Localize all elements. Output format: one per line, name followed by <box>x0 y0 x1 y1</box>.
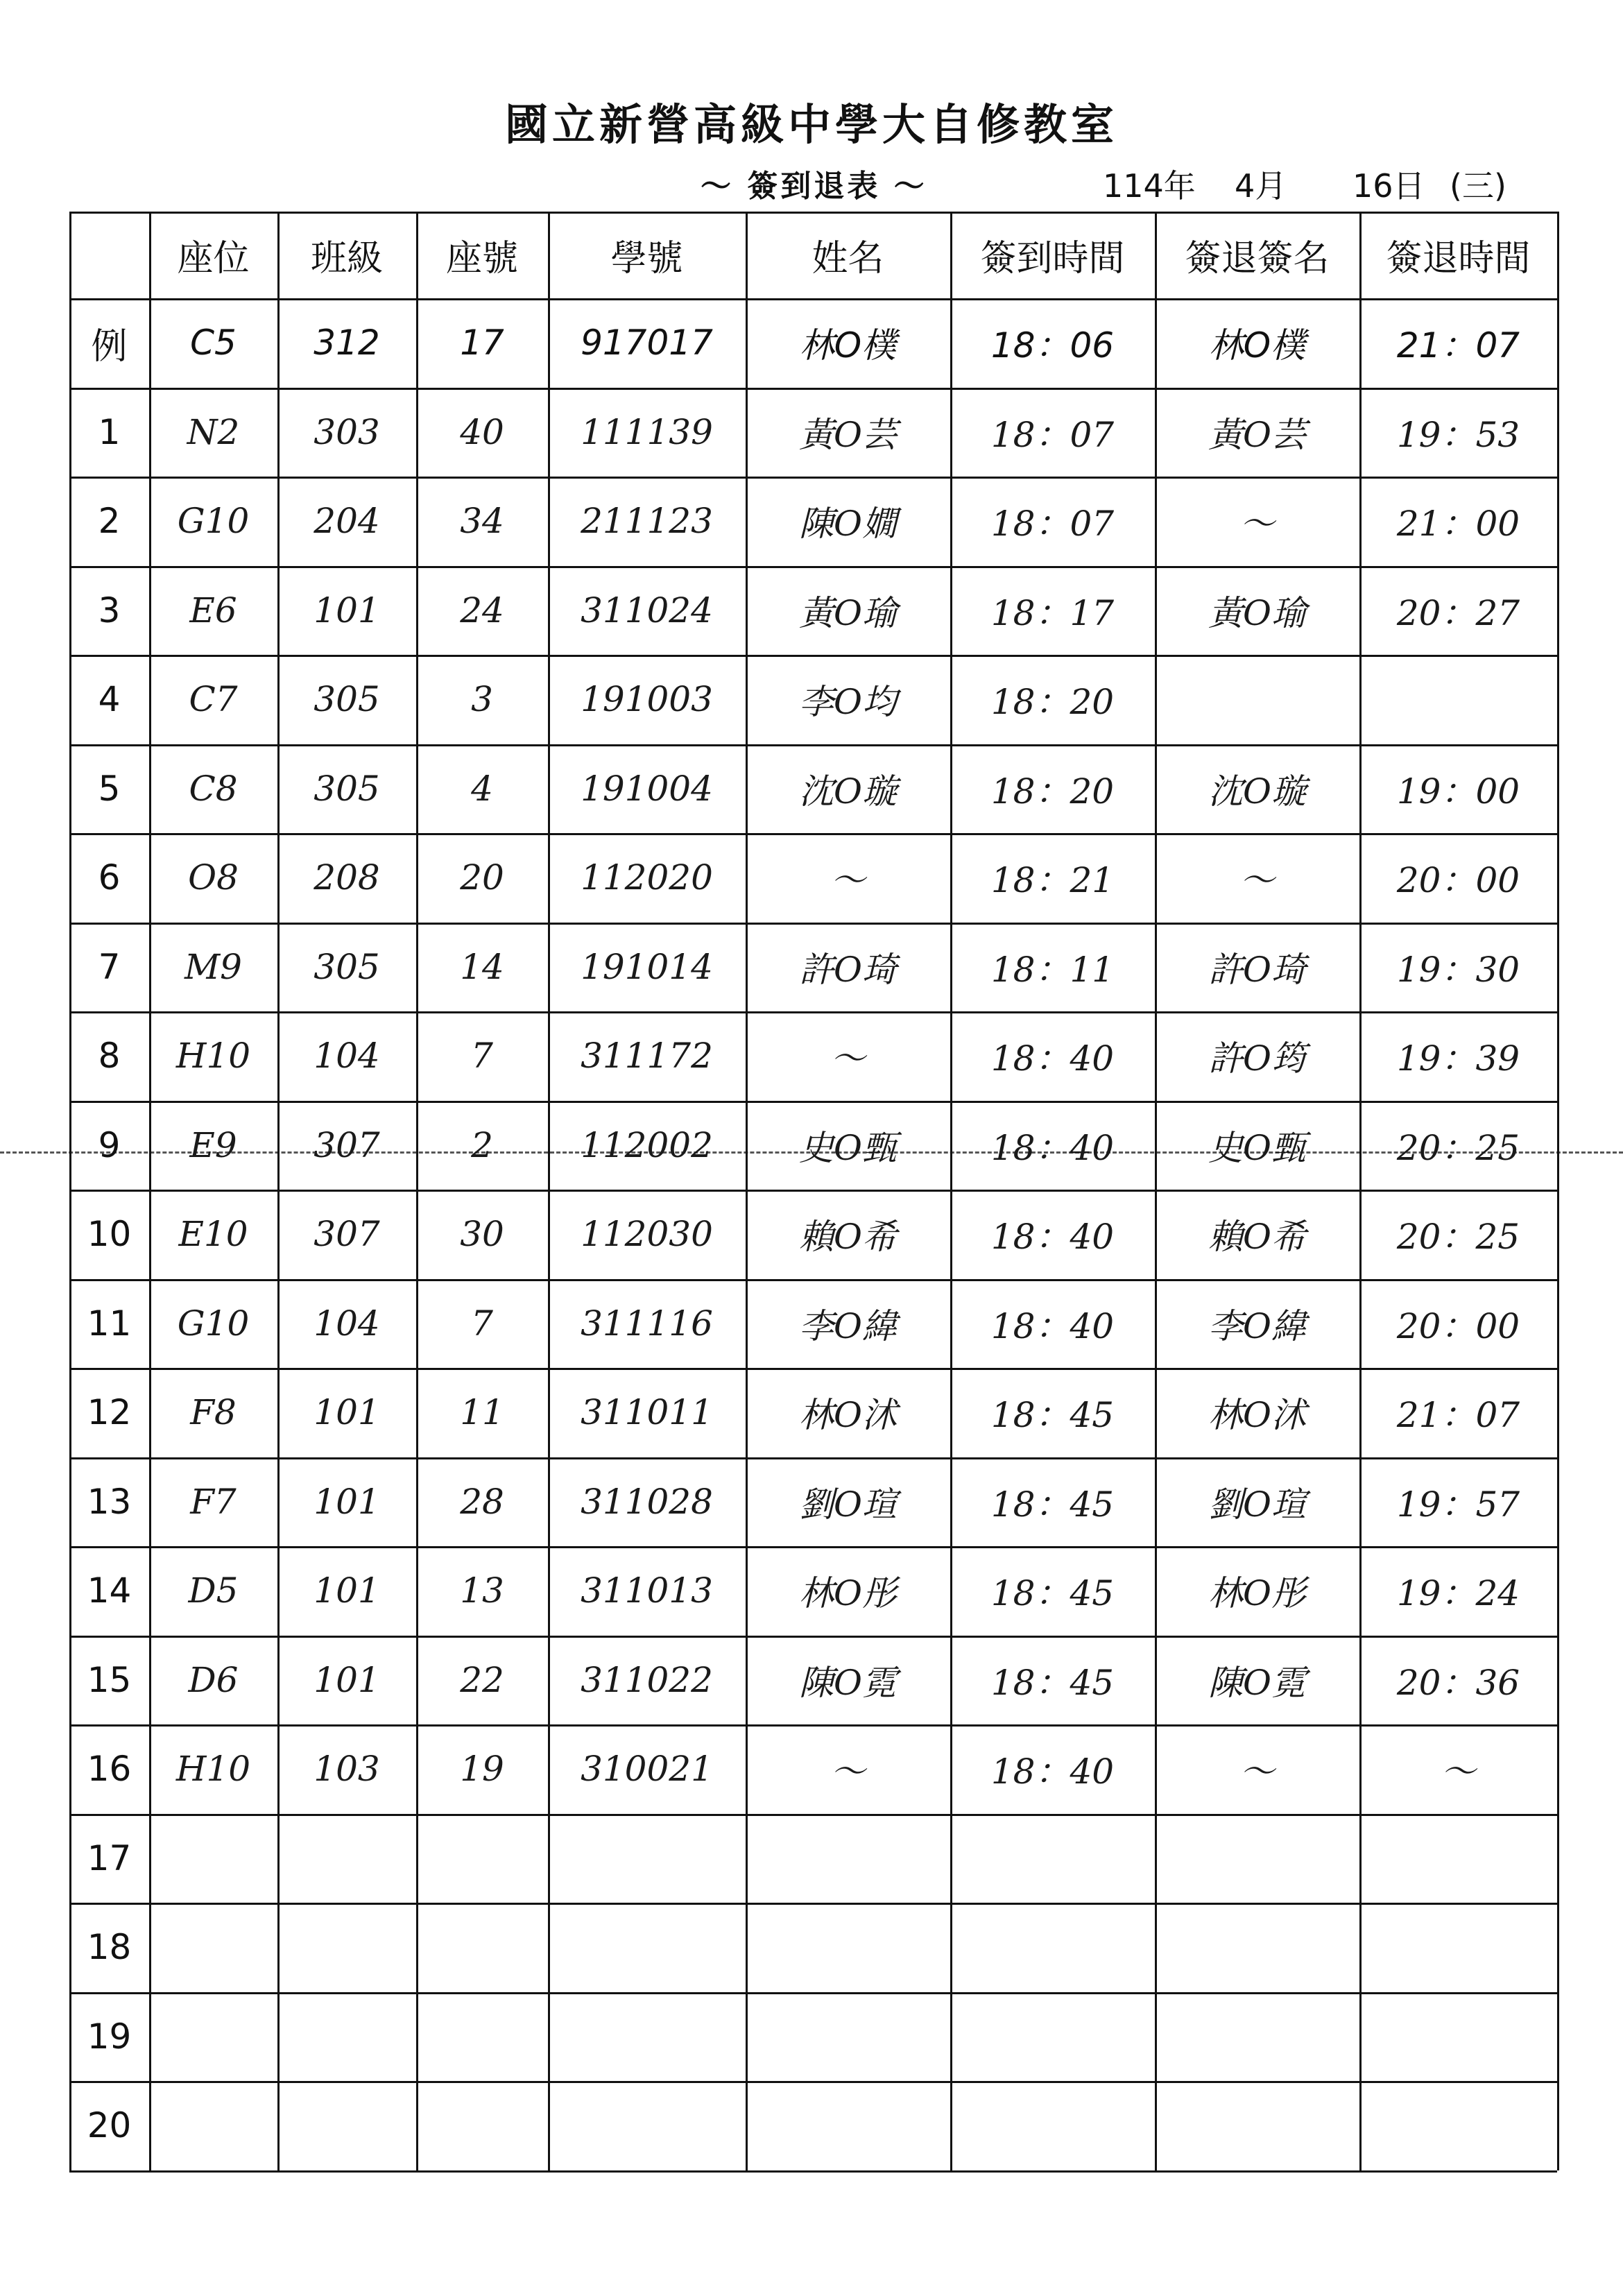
row-2-sign-out-signature: ～ <box>1239 504 1275 545</box>
row-1-name: 黃O芸 <box>799 414 897 455</box>
row-5-name: 沈O璇 <box>799 771 897 812</box>
row-11-name: 李O緯 <box>799 1305 897 1346</box>
row-20-seat-number <box>416 2081 548 2170</box>
row-3-seat-number: 24 <box>460 590 504 631</box>
table-row-line <box>69 2170 1557 2173</box>
row-7-sign-out-signature: 許O琦 <box>1208 949 1306 990</box>
row-18-name <box>746 1903 950 1992</box>
row-6-sign-in-time: 18：21 <box>990 860 1115 901</box>
row-5-sign-out-signature: 沈O璇 <box>1208 771 1306 812</box>
row-7-sign-in-time: 18：11 <box>990 949 1115 990</box>
row-20-seat <box>149 2081 277 2170</box>
row-10-name: 賴O希 <box>799 1217 897 1258</box>
table-column-line <box>1557 212 1559 2170</box>
row-16-sign-in-time: 18：40 <box>990 1751 1115 1792</box>
row-16-seat-number: 19 <box>460 1749 504 1790</box>
row-1-class: 303 <box>314 411 380 452</box>
row-19-seat-number <box>416 1992 548 2082</box>
row-6-name: ～ <box>830 860 866 901</box>
column-header-seat: 座位 <box>177 238 250 280</box>
row-8-sign-out-time: 19：39 <box>1396 1038 1520 1079</box>
row-6-no: 6 <box>98 857 121 898</box>
row-11-student-id: 311116 <box>581 1303 713 1344</box>
row-19-student-id <box>548 1992 746 2082</box>
row-13-class: 101 <box>314 1481 380 1522</box>
row-18-sign-out-signature <box>1155 1903 1359 1992</box>
column-header-name: 姓名 <box>812 238 884 280</box>
row-18-seat-number <box>416 1903 548 1992</box>
row-5-sign-in-time: 18：20 <box>990 771 1115 812</box>
row-4-sign-out-signature <box>1155 655 1359 744</box>
row-14-seat: D5 <box>188 1570 239 1611</box>
row-5-seat: C8 <box>189 768 238 809</box>
row-14-sign-out-signature: 林O彤 <box>1208 1573 1306 1614</box>
example-cell-seat: C5 <box>190 323 237 363</box>
row-18-seat <box>149 1903 277 1992</box>
row-12-no: 12 <box>87 1392 132 1433</box>
row-16-name: ～ <box>830 1751 866 1792</box>
date-day: 16日 <box>1352 167 1425 205</box>
row-18-sign-out-time <box>1359 1903 1557 1992</box>
row-5-student-id: 191004 <box>581 768 713 809</box>
row-16-class: 103 <box>314 1749 380 1790</box>
row-17-no: 17 <box>87 1837 132 1878</box>
row-1-sign-out-signature: 黃O芸 <box>1208 414 1306 455</box>
row-19-sign-in-time <box>950 1992 1155 2082</box>
row-9-class: 307 <box>314 1124 380 1165</box>
row-4-student-id: 191003 <box>581 679 713 720</box>
row-9-student-id: 112002 <box>581 1124 713 1165</box>
row-15-sign-in-time: 18：45 <box>990 1662 1115 1703</box>
row-17-sign-out-signature <box>1155 1814 1359 1903</box>
row-4-seat: C7 <box>189 679 238 720</box>
row-20-sign-in-time <box>950 2081 1155 2170</box>
row-2-seat: G10 <box>177 501 250 542</box>
row-14-seat-number: 13 <box>460 1570 504 1611</box>
row-10-student-id: 112030 <box>581 1214 713 1255</box>
row-20-name <box>746 2081 950 2170</box>
row-14-student-id: 311013 <box>581 1570 713 1611</box>
row-8-student-id: 311172 <box>581 1036 713 1077</box>
row-15-class: 101 <box>314 1659 380 1700</box>
row-9-sign-out-time: 20：25 <box>1396 1127 1520 1168</box>
row-13-student-id: 311028 <box>581 1481 713 1522</box>
row-1-student-id: 111139 <box>581 411 713 452</box>
column-header-sign-out-signature: 簽退簽名 <box>1185 238 1330 280</box>
row-17-student-id <box>548 1814 746 1903</box>
row-5-seat-number: 4 <box>471 768 493 809</box>
row-7-name: 許O琦 <box>799 949 897 990</box>
row-17-name <box>746 1814 950 1903</box>
row-6-seat: O8 <box>188 857 239 898</box>
row-15-sign-out-time: 20：36 <box>1396 1662 1520 1703</box>
row-10-no: 10 <box>87 1214 132 1255</box>
row-5-sign-out-time: 19：00 <box>1396 771 1520 812</box>
row-12-seat: F8 <box>190 1392 237 1433</box>
row-3-sign-in-time: 18：17 <box>990 592 1115 633</box>
row-1-seat-number: 40 <box>460 411 504 452</box>
row-11-seat: G10 <box>177 1303 250 1344</box>
example-cell-seat-number: 17 <box>460 323 504 363</box>
row-16-student-id: 310021 <box>581 1749 713 1790</box>
row-8-no: 8 <box>98 1036 121 1077</box>
row-12-seat-number: 11 <box>460 1392 504 1433</box>
row-19-seat <box>149 1992 277 2082</box>
row-10-sign-in-time: 18：40 <box>990 1217 1115 1258</box>
column-header-no <box>69 212 149 298</box>
row-12-class: 101 <box>314 1392 380 1433</box>
row-13-seat-number: 28 <box>460 1481 504 1522</box>
example-cell-sign-out-time: 21：07 <box>1396 325 1520 366</box>
row-8-seat-number: 7 <box>471 1036 493 1077</box>
row-7-seat: M9 <box>184 946 242 987</box>
example-cell-class: 312 <box>314 323 380 363</box>
row-1-no: 1 <box>98 411 121 452</box>
row-7-student-id: 191014 <box>581 946 713 987</box>
row-10-class: 307 <box>314 1214 380 1255</box>
row-7-sign-out-time: 19：30 <box>1396 949 1520 990</box>
row-4-name: 李O均 <box>799 682 897 723</box>
row-3-no: 3 <box>98 590 121 631</box>
row-3-seat: E6 <box>189 590 237 631</box>
date-year: 114年 <box>1103 167 1196 205</box>
row-19-name <box>746 1992 950 2082</box>
row-20-sign-out-signature <box>1155 2081 1359 2170</box>
row-12-sign-out-time: 21：07 <box>1396 1395 1520 1436</box>
page-title: 國立新營高級中學大自修教室 <box>504 99 1118 150</box>
row-17-sign-in-time <box>950 1814 1155 1903</box>
example-cell-name: 林O樸 <box>799 325 897 366</box>
row-11-seat-number: 7 <box>471 1303 493 1344</box>
row-13-sign-in-time: 18：45 <box>990 1484 1115 1525</box>
row-14-sign-in-time: 18：45 <box>990 1573 1115 1614</box>
row-4-sign-in-time: 18：20 <box>990 682 1115 723</box>
row-9-sign-in-time: 18：40 <box>990 1127 1115 1168</box>
row-4-seat-number: 3 <box>471 679 493 720</box>
row-6-sign-out-time: 20：00 <box>1396 860 1520 901</box>
row-16-sign-out-signature: ～ <box>1239 1751 1275 1792</box>
row-9-seat-number: 2 <box>471 1124 493 1165</box>
row-9-no: 9 <box>98 1124 121 1165</box>
row-19-sign-out-time <box>1359 1992 1557 2082</box>
row-6-student-id: 112020 <box>581 857 713 898</box>
row-3-name: 黃O瑜 <box>799 592 897 633</box>
row-19-no: 19 <box>87 2016 132 2057</box>
row-17-sign-out-time <box>1359 1814 1557 1903</box>
row-2-no: 2 <box>98 501 121 542</box>
row-5-no: 5 <box>98 768 121 809</box>
row-8-sign-in-time: 18：40 <box>990 1038 1115 1079</box>
row-9-name: 史O甄 <box>799 1127 897 1168</box>
row-17-class <box>277 1814 416 1903</box>
row-13-sign-out-signature: 劉O瑄 <box>1208 1484 1306 1525</box>
row-6-class: 208 <box>314 857 380 898</box>
row-12-sign-out-signature: 林O沭 <box>1208 1395 1306 1436</box>
row-17-seat-number <box>416 1814 548 1903</box>
row-8-name: ～ <box>830 1038 866 1079</box>
row-12-name: 林O沭 <box>799 1395 897 1436</box>
row-16-sign-out-time: ～ <box>1441 1751 1476 1792</box>
row-18-no: 18 <box>87 1927 132 1968</box>
row-20-no: 20 <box>87 2105 132 2146</box>
row-15-no: 15 <box>87 1659 132 1700</box>
row-15-sign-out-signature: 陳O霓 <box>1208 1662 1306 1703</box>
row-12-student-id: 311011 <box>581 1392 713 1433</box>
example-cell-sign-in-time: 18：06 <box>990 325 1115 366</box>
row-13-no: 13 <box>87 1481 132 1522</box>
row-4-no: 4 <box>98 679 121 720</box>
row-2-student-id: 211123 <box>581 501 713 542</box>
form-subtitle: ～ 簽到退表 ～ <box>701 169 927 204</box>
row-17-seat <box>149 1814 277 1903</box>
row-15-seat: D6 <box>188 1659 239 1700</box>
row-18-student-id <box>548 1903 746 1992</box>
row-19-class <box>277 1992 416 2082</box>
row-15-seat-number: 22 <box>460 1659 504 1700</box>
row-18-class <box>277 1903 416 1992</box>
row-9-sign-out-signature: 史O甄 <box>1208 1127 1306 1168</box>
row-14-class: 101 <box>314 1570 380 1611</box>
row-3-sign-out-time: 20：27 <box>1396 592 1520 633</box>
row-3-class: 101 <box>314 590 380 631</box>
row-8-sign-out-signature: 許O筠 <box>1208 1038 1306 1079</box>
row-4-sign-out-time <box>1359 655 1557 744</box>
row-10-sign-out-time: 20：25 <box>1396 1217 1520 1258</box>
row-16-seat: H10 <box>175 1749 251 1790</box>
row-7-no: 7 <box>98 946 121 987</box>
date-month: 4月 <box>1235 167 1287 205</box>
row-15-name: 陳O霓 <box>799 1662 897 1703</box>
row-11-sign-in-time: 18：40 <box>990 1305 1115 1346</box>
row-20-sign-out-time <box>1359 2081 1557 2170</box>
example-cell-no: 例 <box>91 325 128 368</box>
column-header-class: 班級 <box>310 238 383 280</box>
example-cell-student-id: 917017 <box>581 323 713 363</box>
row-1-sign-in-time: 18：07 <box>990 414 1115 455</box>
row-10-seat-number: 30 <box>460 1214 504 1255</box>
row-15-student-id: 311022 <box>581 1659 713 1700</box>
date-weekday: (三) <box>1450 167 1506 205</box>
row-9-seat: E9 <box>189 1124 237 1165</box>
row-16-no: 16 <box>87 1749 132 1790</box>
row-20-class <box>277 2081 416 2170</box>
row-10-seat: E10 <box>178 1214 248 1255</box>
row-7-class: 305 <box>314 946 380 987</box>
row-8-seat: H10 <box>175 1036 251 1077</box>
example-cell-sign-out-signature: 林O樸 <box>1208 325 1306 366</box>
row-18-sign-in-time <box>950 1903 1155 1992</box>
row-4-class: 305 <box>314 679 380 720</box>
row-2-seat-number: 34 <box>460 501 504 542</box>
row-3-sign-out-signature: 黃O瑜 <box>1208 592 1306 633</box>
column-header-sign-out-time: 簽退時間 <box>1386 238 1531 280</box>
row-2-sign-out-time: 21：00 <box>1396 504 1520 545</box>
row-14-name: 林O彤 <box>799 1573 897 1614</box>
row-12-sign-in-time: 18：45 <box>990 1395 1115 1436</box>
row-14-no: 14 <box>87 1570 132 1611</box>
row-2-class: 204 <box>314 501 380 542</box>
row-6-seat-number: 20 <box>460 857 504 898</box>
row-11-sign-out-time: 20：00 <box>1396 1305 1520 1346</box>
column-header-sign-in-time: 簽到時間 <box>980 238 1125 280</box>
row-13-sign-out-time: 19：57 <box>1396 1484 1520 1525</box>
row-3-student-id: 311024 <box>581 590 713 631</box>
row-2-name: 陳O嫺 <box>799 504 897 545</box>
column-header-seat-number: 座號 <box>445 238 518 280</box>
row-10-sign-out-signature: 賴O希 <box>1208 1217 1306 1258</box>
row-11-class: 104 <box>314 1303 380 1344</box>
row-1-seat: N2 <box>187 411 240 452</box>
row-11-no: 11 <box>87 1303 132 1344</box>
row-8-class: 104 <box>314 1036 380 1077</box>
row-11-sign-out-signature: 李O緯 <box>1208 1305 1306 1346</box>
row-13-name: 劉O瑄 <box>799 1484 897 1525</box>
row-19-sign-out-signature <box>1155 1992 1359 2082</box>
row-2-sign-in-time: 18：07 <box>990 504 1115 545</box>
row-6-sign-out-signature: ～ <box>1239 860 1275 901</box>
row-14-sign-out-time: 19：24 <box>1396 1573 1520 1614</box>
column-header-student-id: 學號 <box>610 238 683 280</box>
row-1-sign-out-time: 19：53 <box>1396 414 1520 455</box>
row-5-class: 305 <box>314 768 380 809</box>
row-13-seat: F7 <box>190 1481 237 1522</box>
row-20-student-id <box>548 2081 746 2170</box>
row-7-seat-number: 14 <box>460 946 504 987</box>
